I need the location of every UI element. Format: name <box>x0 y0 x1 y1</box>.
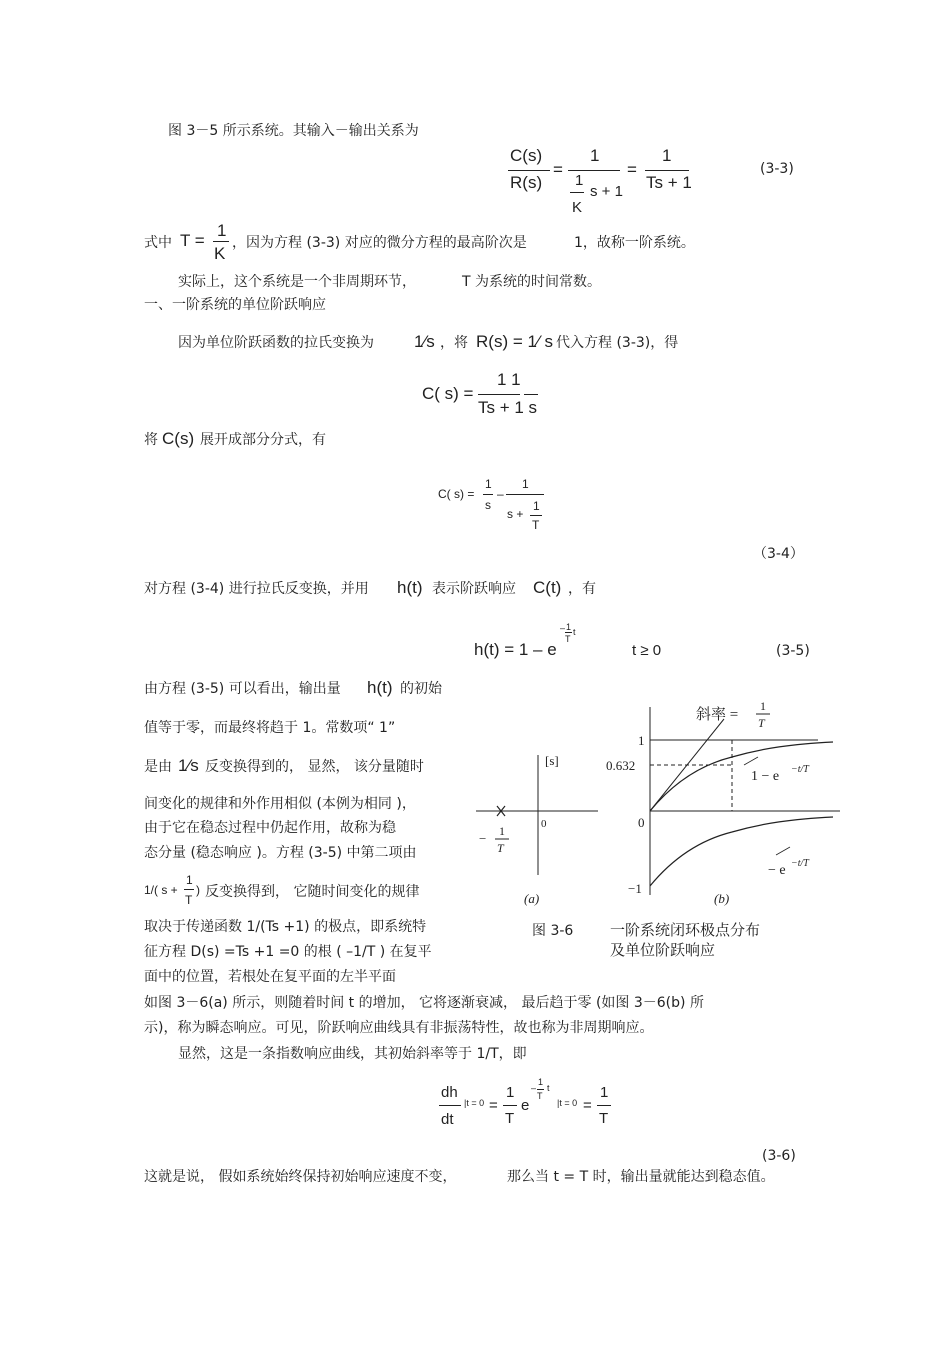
eq33-Cs: C(s) <box>510 146 543 165</box>
line2-a: 式中 <box>144 235 172 251</box>
eq33-eq1: = <box>553 160 563 179</box>
para-line7-s: 1/( s + <box>144 883 178 897</box>
eq33-num1: 1 <box>590 146 600 165</box>
para-line6: 态分量 (稳态响应 )。方程 (3-5) 中第二项由 <box>144 845 417 861</box>
eq34-in-d: T <box>532 518 540 532</box>
line6-Cs: C(s) <box>162 429 195 448</box>
section-heading: 一、一阶系统的单位阶跃响应 <box>144 297 326 313</box>
fig-b-transient-curve <box>650 817 833 886</box>
eq-cs-bar2 <box>524 394 538 395</box>
eq33-inner-1: 1 <box>575 172 584 189</box>
fig-b-curve1-exp: −t/T <box>791 764 809 775</box>
fig-a-pole-den: T <box>497 841 504 855</box>
eq36-bar2 <box>503 1105 517 1106</box>
eq36-eval1: |t = 0 <box>464 1098 485 1108</box>
line5-c: 代入方程 (3-3)，得 <box>556 335 679 351</box>
eq35-fbar <box>565 632 572 633</box>
eq34-bar1 <box>483 494 493 495</box>
line7-ht: h(t) <box>397 578 423 597</box>
eq36-dt: dt <box>441 1111 454 1128</box>
para-line7-bar <box>184 889 194 890</box>
fig-b-curve1-leader <box>744 757 758 765</box>
eq34-lhs: C( s) = <box>438 487 475 501</box>
eq-cs-bar1 <box>478 394 520 395</box>
eq36-eq2: = <box>583 1097 592 1114</box>
line5-Rs: R(s) = 1⁄ s <box>476 332 553 351</box>
line2-b: ，因为方程 (3-3) 对应的微分方程的最高阶次是 <box>232 235 527 251</box>
eq35-t: t <box>573 627 576 637</box>
eq33-bar3 <box>570 192 584 193</box>
eq36-exp-t: t <box>547 1083 550 1093</box>
line5-inv-s: 1⁄s <box>414 332 435 351</box>
line7-b: 表示阶跃响应 <box>432 581 516 597</box>
eq33-tag: (3-3) <box>760 161 794 177</box>
para-line12: 示)，称为瞬态响应。可见，阶跃响应曲线具有非振荡特性，故也称为非周期响应。 <box>144 1020 654 1036</box>
fig-b-curve2-leader <box>776 847 790 855</box>
para-line7b: 反变换得到， 它随时间变化的规律 <box>205 884 420 900</box>
eq34-bar2 <box>506 494 544 495</box>
eq36-d1: T <box>505 1110 515 1127</box>
fig-b-slope-line <box>650 719 724 811</box>
eq35-minus: – <box>560 623 566 633</box>
para-line10: 面中的位置，若根处在复平面的左半平面 <box>144 969 396 985</box>
fig-b-slope-den: T <box>758 716 765 730</box>
para-inv-s: 1⁄s <box>178 756 199 775</box>
eq36-n2: 1 <box>600 1084 609 1101</box>
line6-a: 将 <box>144 432 158 448</box>
fig-caption-line1: 一阶系统闭环极点分布 <box>610 921 761 939</box>
line2-frac-den: K <box>214 244 226 263</box>
final-line-b: 那么当 t = T 时，输出量就能达到稳态值。 <box>507 1169 775 1185</box>
eq35-fd: T <box>565 634 571 644</box>
para-line7-close: ) <box>196 883 200 897</box>
eq33-bar2 <box>568 170 620 171</box>
para-line7-n: 1 <box>186 873 193 887</box>
eq36-exp-n: 1 <box>538 1077 544 1087</box>
para-line3b: 反变换得到的， 显然， 该分量随时 <box>205 759 424 775</box>
line7-a: 对方程 (3-4) 进行拉氏反变换，并用 <box>144 581 369 597</box>
fig-a-s-label: [s] <box>545 753 559 768</box>
eq36-exp-d: T <box>537 1091 543 1101</box>
eq36-bar3 <box>597 1105 611 1106</box>
fig-b-label: (b) <box>714 891 730 906</box>
eq33-bar1 <box>508 170 550 171</box>
line3-b: T 为系统的时间常数。 <box>462 274 602 290</box>
intro-line: 图 3－5 所示系统。其输入－输出关系为 <box>168 123 419 139</box>
fig-caption-num: 图 3-6 <box>532 923 574 939</box>
fig-a-zero: 0 <box>541 818 547 830</box>
eq33-s1: s + 1 <box>590 183 623 200</box>
para-line7-d: T <box>185 893 193 907</box>
eq33-Rs: R(s) <box>510 173 543 192</box>
eq36-exp-minus: – <box>531 1083 537 1093</box>
eq34-n1: 1 <box>485 477 492 491</box>
eq34-n2: 1 <box>522 477 529 491</box>
line2-frac-bar <box>213 241 229 242</box>
eq34-bar3 <box>530 515 542 516</box>
fig-b-y-m1: −1 <box>628 881 642 896</box>
para-line4: 间变化的规律和外作用相似 (本例为相同 )， <box>144 796 416 812</box>
para-line9: 征方程 D(s) =Ts +1 =0 的根 ( –1/T ) 在复平 <box>144 944 432 960</box>
eq34-d1: s <box>485 498 491 512</box>
fig-b-y-0632: 0.632 <box>606 758 636 773</box>
eq36-eval2: |t = 0 <box>557 1098 578 1108</box>
final-line-a: 这就是说， 假如系统始终保持初始响应速度不变， <box>144 1169 457 1185</box>
eq36-exp-bar <box>537 1089 544 1090</box>
eq36-tag: (3-6) <box>762 1148 796 1164</box>
eq36-d2: T <box>599 1110 609 1127</box>
para-ht: h(t) <box>367 678 393 697</box>
eq33-bar4 <box>645 170 689 171</box>
eq34-tag: （3-4） <box>753 546 804 562</box>
line6-b: 展开成部分分式，有 <box>200 432 326 448</box>
eq36-bar1 <box>439 1105 461 1106</box>
line3-a: 实际上，这个系统是一个非周期环节， <box>178 274 416 290</box>
eq35-cond: t ≥ 0 <box>632 642 662 659</box>
line2-c: 1，故称一阶系统。 <box>574 235 695 251</box>
fig-b-slope-num: 1 <box>760 699 766 713</box>
fig-a-label: (a) <box>524 891 540 906</box>
line7-c: ，有 <box>568 581 596 597</box>
fig-caption-line2: 及单位阶跃响应 <box>610 941 716 959</box>
para-line1b: 的初始 <box>400 681 442 697</box>
eq36-n1: 1 <box>506 1084 515 1101</box>
para-line11: 如图 3－6(a) 所示，则随着时间 t 的增加， 它将逐渐衰减， 最后趋于零 (如图 3－6(b) 所 <box>144 995 704 1011</box>
fig-b-slope-label: 斜率 = <box>696 707 739 723</box>
eq35-tag: (3-5) <box>776 643 810 659</box>
eq-cs-lhs: C( s) = <box>422 384 474 403</box>
eq36-e: e <box>521 1097 530 1114</box>
para-line3a: 是由 <box>144 759 172 775</box>
eq36-eq1: = <box>489 1097 498 1114</box>
fig-a-pole-minus: − <box>479 831 487 846</box>
eq-cs-nums: 1 1 <box>497 370 521 389</box>
fig-a-pole-num: 1 <box>499 824 505 838</box>
eq36-dh: dh <box>441 1084 458 1101</box>
fig-b-curve2-label: − e <box>768 863 786 878</box>
eq33-Ts1: Ts + 1 <box>646 173 692 192</box>
line7-Ct: C(t) <box>533 578 562 597</box>
eq-cs-dens: Ts + 1 s <box>478 398 538 417</box>
para-line1a: 由方程 (3-5) 可以看出，输出量 <box>144 681 341 697</box>
line5-b: ，将 <box>440 335 468 351</box>
figure-a <box>476 753 598 906</box>
figure-3-6 <box>468 695 840 965</box>
figure-b <box>606 699 840 906</box>
eq34-minus: – <box>497 487 504 501</box>
eq35-lhs: h(t) = 1 – e <box>474 640 557 659</box>
fig-b-curve1-label: 1 − e <box>751 769 780 784</box>
eq34-in-n: 1 <box>533 499 540 513</box>
line2-frac-num: 1 <box>217 221 227 240</box>
para-line13: 显然，这是一条指数响应曲线，其初始斜率等于 1/T，即 <box>178 1046 527 1062</box>
para-line8: 取决于传递函数 1/(Ts +1) 的极点，即系统特 <box>144 919 427 935</box>
eq33-num2: 1 <box>662 146 672 165</box>
eq33-K: K <box>572 199 583 216</box>
para-line5: 由于它在稳态过程中仍起作用，故称为稳 <box>144 820 396 836</box>
eq34-splus: s + <box>507 507 524 521</box>
line5-a: 因为单位阶跃函数的拉氏变换为 <box>178 335 374 351</box>
para-line2: 值等于零，而最终将趋于 1。常数项“ 1” <box>144 720 396 736</box>
fig-b-curve2-exp: −t/T <box>791 858 809 869</box>
eq35-fn: 1 <box>566 622 572 632</box>
fig-b-y-one: 1 <box>638 733 645 748</box>
line2-T: T = <box>180 231 205 250</box>
fig-b-zero: 0 <box>638 815 645 830</box>
eq33-eq2: = <box>627 160 637 179</box>
